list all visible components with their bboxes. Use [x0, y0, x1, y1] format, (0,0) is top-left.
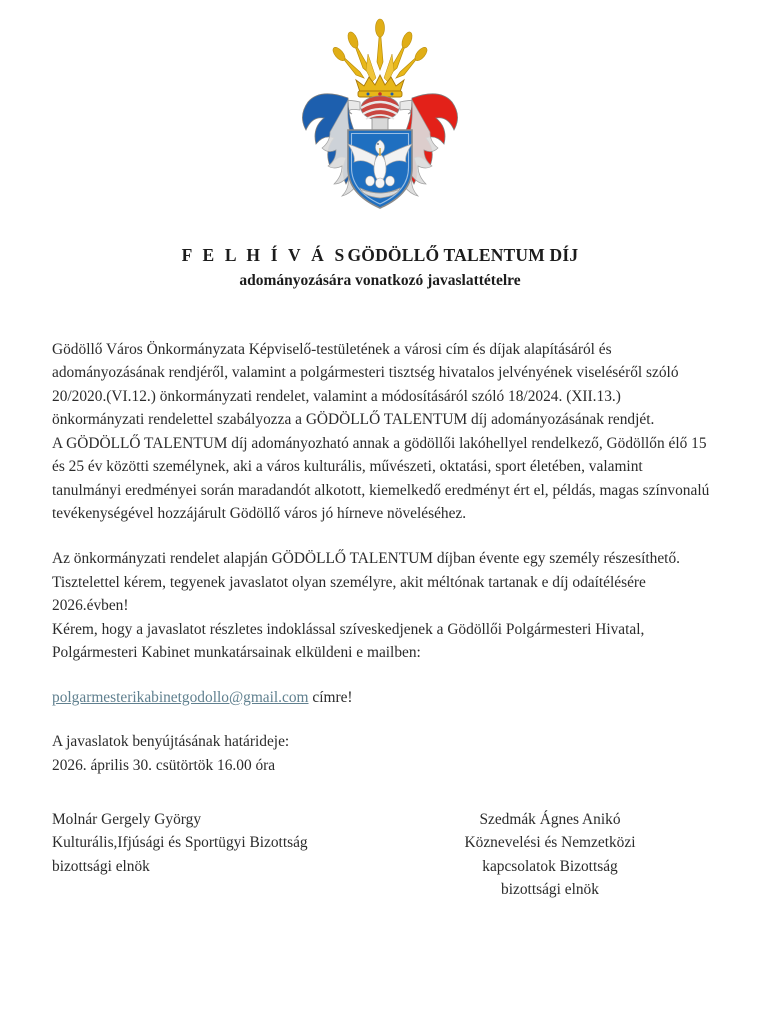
signatory-committee-left: Kulturális,Ifjúsági és Sportügyi Bizottság: [52, 834, 308, 852]
signatory-role-right: bizottsági elnök: [501, 881, 599, 899]
signature-left: [52, 808, 384, 902]
document-body: [0, 338, 760, 778]
document-title-block: [0, 244, 760, 292]
shield-icon: [348, 130, 412, 208]
paragraph-nomination-request: Tisztelettel kérem, tegyenek javaslatot olyan személyre, akit méltónak tartanak e díj odaítélésére 2026.évben!: [52, 573, 646, 615]
signatory-name-left: Molnár Gergely György: [52, 810, 202, 828]
email-spacer: [52, 665, 712, 686]
signatory-role-left: bizottsági elnök: [52, 857, 150, 875]
paragraph-annual-award: Az önkormányzati rendelet alapján GÖDÖLLŐ TALENTUM díjban évente egy személy részesíthető.: [52, 550, 681, 568]
paragraph-spacer: [52, 526, 712, 547]
title-spaced-word: F E L H Í V Á S: [181, 245, 348, 265]
wheat-and-flames-icon: [331, 19, 429, 82]
deadline-value: 2026. április 30. csütörtök 16.00 óra: [52, 756, 276, 774]
godollo-coat-of-arms-icon: [290, 18, 470, 210]
signatory-committee-right-line1: Köznevelési és Nemzetközi: [464, 834, 636, 852]
signature-right: [384, 808, 716, 902]
crown-icon: [356, 75, 404, 97]
paragraph-regulation: Gödöllő Város Önkormányzata Képviselő-testületének a városi cím és díjak alapításáról és adományozásának rendjéről, valamint a polgármesteri tisztség hivatalos jelvényének viseléséről szóló 20/2020.(VI.12.) önkormányzati rendelet, valamint a módosításáról szóló 18/2024. (XII.13.) önkormányzati rendelettel szabályozza a GÖDÖLLŐ TALENTUM díj adományozásának rendjét.: [52, 340, 679, 429]
page-subtitle: adományozására vonatkozó javaslattételre: [239, 271, 521, 289]
signature-block: [0, 808, 760, 902]
title-award-name: GÖDÖLLŐ TALENTUM DÍJ: [347, 245, 579, 265]
deadline-label: A javaslatok benyújtásának határideje:: [52, 733, 290, 751]
email-link[interactable]: polgarmesterikabinetgodollo@gmail.com: [52, 688, 309, 706]
paragraph-eligibility: A GÖDÖLLŐ TALENTUM díj adományozható annak a gödöllői lakóhellyel rendelkező, Gödöllőn élő 15 és 25 év közötti személynek, aki a város kulturális, művészeti, oktatási, sport életében, valamint tanulmányi eredményei során maradandót alkotott, kiemelkedő eredményt ért el, példás, magas színvonalú tevékenységével hozzájárult Gödöllő város jó hírneve növeléséhez.: [52, 434, 710, 523]
coat-of-arms-container: [0, 0, 760, 200]
signatory-name-right: Szedmák Ágnes Anikó: [479, 810, 621, 828]
email-line: [52, 686, 712, 710]
deadline-spacer: [52, 709, 712, 730]
paragraph-submission-instructions: Kérem, hogy a javaslatot részletes indoklással szíveskedjenek a Gödöllői Polgármesteri Hivatal, Polgármesteri Kabinet munkatársainak elküldeni e mailben:: [52, 620, 645, 662]
email-suffix: címre!: [308, 688, 353, 706]
signatory-committee-right-line2: kapcsolatok Bizottság: [482, 857, 618, 875]
page-title: [0, 244, 760, 268]
